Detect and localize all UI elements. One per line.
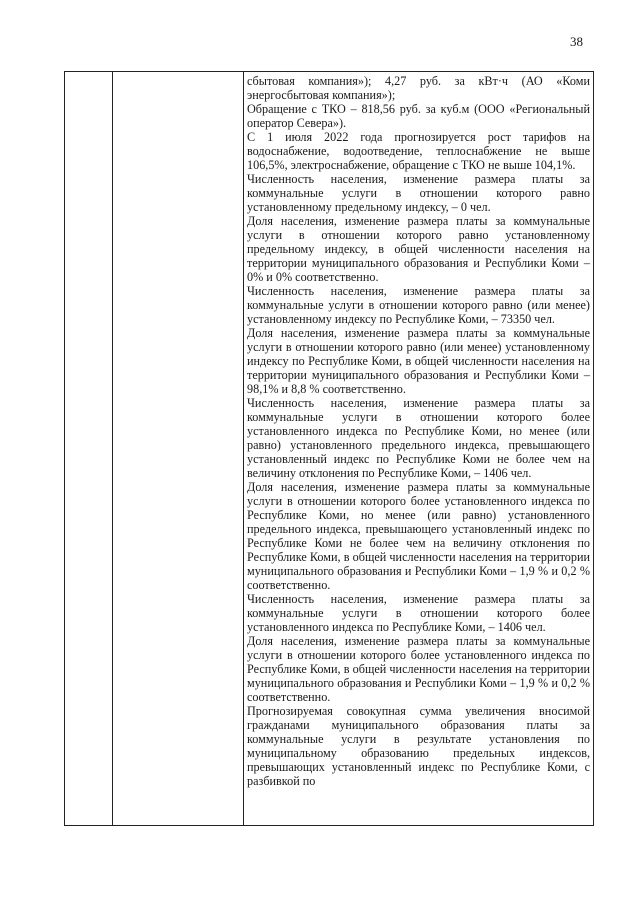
paragraph: Доля населения, изменение размера платы за коммунальные услуги в отношении которого равно установленному предельному индексу, в общей численности населения на территории муниципального образования и Республики Коми – 0% и 0% соответственно.	[247, 214, 590, 284]
paragraph: Численность населения, изменение размера платы за коммунальные услуги в отношении которого более установленного индекса по Республике Коми, – 1406 чел.	[247, 592, 590, 634]
paragraph: Обращение с ТКО – 818,56 руб. за куб.м (ООО «Региональный оператор Севера»).	[247, 102, 590, 130]
paragraph: Численность населения, изменение размера платы за коммунальные услуги в отношении которого равно (или менее) установленному индексу по Республике Коми, – 73350 чел.	[247, 284, 590, 326]
paragraph: Доля населения, изменение размера платы за коммунальные услуги в отношении которого более установленного индекса по Республике Коми, но менее (или равно) установленного предельного индекса, превышающего установленный индекс по Республике Коми не более чем на величину отклонения по Республике Коми, в общей численности населения на территории муниципального образования и Республики Коми – 1,9 % и 0,2 % соответственно.	[247, 480, 590, 592]
paragraph: С 1 июля 2022 года прогнозируется рост тарифов на водоснабжение, водоотведение, теплоснабжение не выше 106,5%, электроснабжение, обращение с ТКО не выше 104,1%.	[247, 130, 590, 172]
paragraph: сбытовая компания»); 4,27 руб. за кВт·ч (АО «Коми энергосбытовая компания»);	[247, 74, 590, 102]
paragraph: Численность населения, изменение размера платы за коммунальные услуги в отношении которого равно установленному предельному индексу, – 0 чел.	[247, 172, 590, 214]
column-divider-2	[243, 72, 244, 825]
text-cell	[247, 74, 590, 788]
paragraph: Доля населения, изменение размера платы за коммунальные услуги в отношении которого равно (или менее) установленному индексу по Республике Коми, в общей численности населения на территории муниципального образования и Республики Коми – 98,1% и 8,8 % соответственно.	[247, 326, 590, 396]
document-table	[64, 71, 594, 826]
paragraph: Доля населения, изменение размера платы за коммунальные услуги в отношении которого более установленного индекса по Республике Коми, в общей численности населения на территории муниципального образования и Республики Коми – 1,9 % и 0,2 % соответственно.	[247, 634, 590, 704]
page-number: 38	[570, 34, 583, 49]
paragraph: Численность населения, изменение размера платы за коммунальные услуги в отношении которого более установленного индекса по Республике Коми, но менее (или равно) установленного предельного индекса, превышающего установленный индекс по Республике Коми не более чем на величину отклонения по Республике Коми, – 1406 чел.	[247, 396, 590, 480]
column-divider-1	[112, 72, 113, 825]
paragraph: Прогнозируемая совокупная сумма увеличения вносимой гражданами муниципального образования платы за коммунальные услуги в результате установления по муниципальному образованию предельных индексов, превышающих установленный индекс по Республике Коми, с разбивкой по	[247, 704, 590, 788]
